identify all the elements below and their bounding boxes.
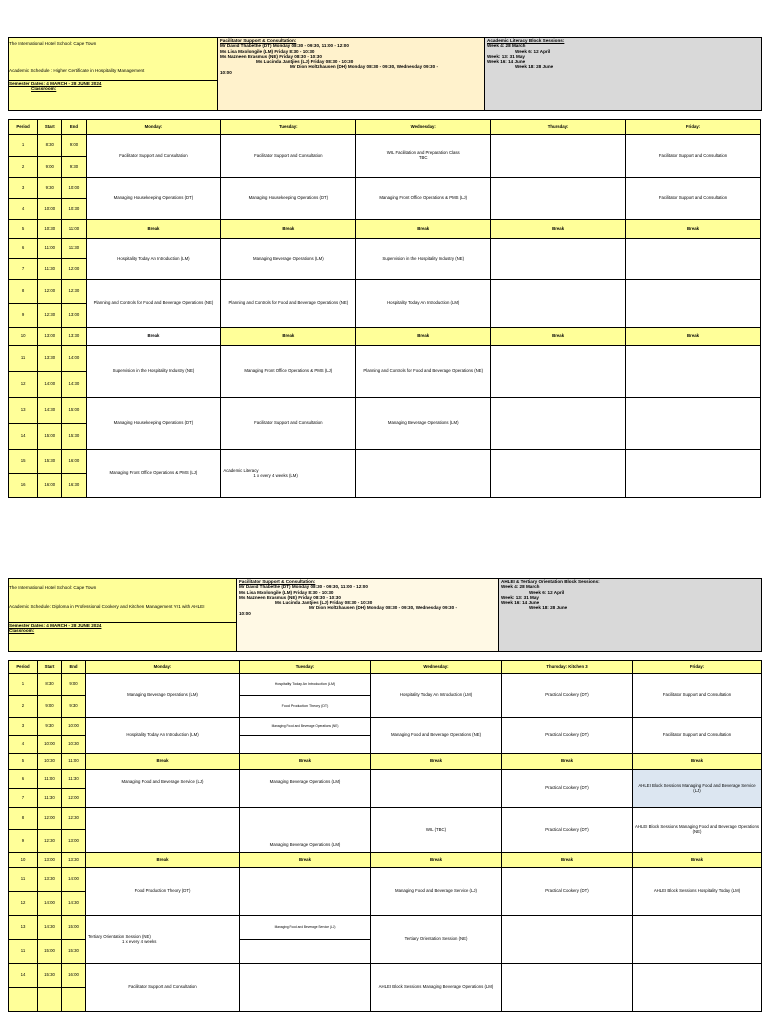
empty-cell (633, 916, 762, 964)
day-header-thursday: Thursday: Kitchen 3 (502, 661, 633, 674)
class-cell (221, 450, 356, 498)
empty-cell (491, 346, 626, 398)
empty-cell (240, 940, 371, 964)
day-header-thursday: Thursday: (491, 120, 626, 135)
day-header-tuesday: Tuesday: (240, 661, 371, 674)
break-cell: Break (626, 220, 761, 239)
facilitator-line: Ms Lisa Mxolongile (LM) Friday 8:30 - 10:30 (220, 48, 315, 54)
end-time: 10:00 (62, 178, 86, 199)
class-cell: Managing Housekeeping Operations (DT) (86, 178, 221, 220)
break-cell: Break (371, 853, 502, 868)
period-number: 2 (9, 157, 38, 178)
empty-cell (491, 178, 626, 220)
class-cell: Managing Front Office Operations & PMS (LJ) (86, 450, 221, 498)
class-cell: Practical Cookery (DT) (502, 808, 633, 853)
class-title: Academic Literacy (223, 467, 259, 473)
period-number: 9 (9, 304, 38, 328)
programme-title: Academic Schedule : Higher Certificate in Hospitality Management (9, 68, 145, 74)
break-cell: Break (221, 220, 356, 239)
class-cell: Practical Cookery (DT) (502, 718, 633, 754)
break-row (9, 853, 762, 868)
end-time: 16:00 (62, 964, 86, 988)
schedule-2-grid (8, 660, 762, 1012)
block-session-line: Week 6: 12 April (515, 48, 551, 54)
period-number: 13 (9, 916, 38, 940)
block-session-line: Week 4: 28 March (487, 43, 526, 49)
empty-cell (502, 916, 633, 964)
empty-cell (626, 398, 761, 450)
end-time: 13:00 (62, 830, 86, 853)
end-time: 9:00 (62, 674, 86, 696)
class-cell: Planning and Controls for Food and Beverage Operations (NE) (86, 280, 221, 328)
end-time: 11:00 (62, 220, 86, 239)
end-time: 14:30 (62, 892, 86, 916)
table-row (9, 450, 761, 474)
period-number: 15 (9, 450, 38, 474)
facilitator-heading: Facilitator Support & Consultation: (220, 38, 297, 43)
class-cell: Facilitator Support and Consultation (221, 398, 356, 450)
empty-time-cell (62, 988, 86, 1012)
break-cell: Break (633, 853, 762, 868)
facilitator-line: Mr Dion Holtzhausen (DH) Monday 08:30 - 09:30, Wednesday 09:30 - (290, 64, 438, 70)
empty-cell (502, 964, 633, 1012)
class-cell: Managing Food and Beverage Operations (NE) (371, 718, 502, 754)
empty-cell (491, 239, 626, 280)
end-time: 10:00 (62, 718, 86, 736)
period-number: 11 (9, 868, 38, 892)
block-sessions-heading: Academic Literacy Block Sessions: (487, 38, 565, 43)
period-number: 2 (9, 696, 38, 718)
start-time: 11:30 (38, 259, 62, 280)
start-time: 10:30 (38, 220, 62, 239)
end-time: 11:00 (62, 754, 86, 770)
break-cell: Break (491, 328, 626, 346)
day-header-tuesday: Tuesday: (221, 120, 356, 135)
end-time: 13:30 (62, 328, 86, 346)
start-time: 11:00 (38, 239, 62, 259)
class-cell: Hospitality Today An Introduction (LM) (86, 239, 221, 280)
facilitator-line: Ms Lucinda Jantjies (LJ) Friday 08:30 - 10:30 (256, 59, 354, 65)
block-session-line: Week 16: 14 June (487, 59, 526, 65)
class-cell: Hospitality Today An Introduction (LM) (356, 280, 491, 328)
empty-cell (626, 239, 761, 280)
end-time: 13:30 (62, 853, 86, 868)
block-session-line: Week 6: 12 April (529, 589, 565, 595)
period-number: 14 (9, 424, 38, 450)
class-cell: AHLEI Block Sessions Hospitality Today (LM) (633, 868, 762, 916)
period-number: 8 (9, 280, 38, 304)
table-row (9, 674, 762, 696)
start-header: Start (38, 661, 62, 674)
school-name: The International Hotel School: Cape Town (9, 41, 97, 46)
period-header: Period (9, 120, 38, 135)
table-row (9, 135, 761, 157)
class-note: TBC (418, 155, 428, 160)
class-cell: Managing Front Office Operations & PMS (LJ) (221, 346, 356, 398)
break-cell: Break (371, 754, 502, 770)
end-time: 13:00 (62, 304, 86, 328)
end-time: 16:00 (62, 450, 86, 474)
class-cell: Managing Food and Beverage Service (LJ) (371, 868, 502, 916)
period-number: 8 (9, 808, 38, 830)
class-cell: Food Production Theory (DT) (86, 868, 240, 916)
schedule-2-header (8, 578, 762, 652)
facilitator-line: Ms Lucinda Jantjies (LJ) Friday 08:30 - 10:30 (275, 600, 373, 606)
end-time: 14:00 (62, 868, 86, 892)
end-time: 15:00 (62, 398, 86, 424)
class-cell: Managing Front Office Operations & PMS (LJ) (356, 178, 491, 220)
start-time: 14:00 (38, 372, 62, 398)
start-time: 9:30 (38, 718, 62, 736)
class-cell: Facilitator Support and Consultation (626, 178, 761, 220)
period-header: Period (9, 661, 38, 674)
empty-cell (491, 135, 626, 178)
day-header-monday: Monday: (86, 120, 221, 135)
table-row (9, 718, 762, 736)
facilitator-line: Ms Nazneen Erasmus (NE) Friday 08:30 - 10:30 (220, 53, 322, 59)
facilitator-heading: Facilitator Support & Consultation: (239, 579, 316, 584)
class-cell: Tertiary Orientation Session (NE) (371, 916, 502, 964)
period-number: 6 (9, 770, 38, 789)
facilitator-line: Mr David Thabethe (DT) Monday 08:30 - 09:30, 11:00 - 12:00 (220, 43, 349, 49)
schedule-1-info (9, 38, 218, 111)
start-time: 10:00 (38, 736, 62, 754)
empty-cell (240, 964, 371, 1012)
start-time: 12:00 (38, 808, 62, 830)
empty-cell (356, 450, 491, 498)
block-sessions-info (485, 38, 762, 111)
empty-time-cell (38, 988, 62, 1012)
class-cell: Managing Food and Beverage Service (LJ) (86, 770, 240, 808)
facilitator-line: Ms Lisa Mxolongile (LM) Friday 8:30 - 10:30 (239, 589, 334, 595)
start-time: 13:00 (38, 853, 62, 868)
class-cell: Hospitality Today An Introduction (LM) (371, 674, 502, 718)
block-sessions-info (499, 579, 762, 652)
period-number: 11 (9, 346, 38, 372)
start-time: 14:30 (38, 398, 62, 424)
class-cell: Facilitator Support and Consultation (86, 135, 221, 178)
class-cell: Managing Beverage Operations (LM) (356, 398, 491, 450)
schedule-2 (8, 578, 761, 1012)
end-time: 14:00 (62, 346, 86, 372)
facilitator-line: Mr David Thabethe (DT) Monday 08:30 - 09:30, 11:00 - 12:00 (239, 584, 368, 590)
break-cell: Break (221, 328, 356, 346)
break-cell: Break (356, 220, 491, 239)
start-time: 16:00 (38, 474, 62, 498)
start-time: 10:30 (38, 754, 62, 770)
period-number: 9 (9, 830, 38, 853)
class-cell: Managing Food and Beverage Operations (NE) (240, 718, 371, 736)
class-title: Tertiary Orientation Session (NE) (88, 933, 151, 939)
day-header-monday: Monday: (86, 661, 240, 674)
class-cell: AHLEI Block Sessions Managing Beverage Operations (LM) (371, 964, 502, 1012)
start-time: 8:30 (38, 674, 62, 696)
end-time: 12:30 (62, 808, 86, 830)
table-row (9, 398, 761, 424)
class-cell: Managing Beverage Operations (LM) (240, 770, 371, 808)
block-session-line: Week 16: 14 June (501, 600, 540, 606)
period-number: 14 (9, 964, 38, 988)
day-header-friday: Friday: (633, 661, 762, 674)
period-number: 7 (9, 259, 38, 280)
table-row (9, 770, 762, 789)
end-time: 11:30 (62, 770, 86, 789)
class-cell: Managing Beverage Operations (LM) (221, 239, 356, 280)
end-time: 15:00 (62, 916, 86, 940)
start-time: 15:00 (38, 424, 62, 450)
facilitator-info (237, 579, 499, 652)
end-time: 12:00 (62, 789, 86, 808)
block-session-line: Week 18: 28 June (515, 64, 554, 70)
class-cell: Practical Cookery (DT) (502, 868, 633, 916)
start-time: 13:00 (38, 328, 62, 346)
period-number: 13 (9, 398, 38, 424)
class-cell: Managing Food and Beverage Service (LJ) (240, 916, 371, 940)
break-cell: Break (86, 328, 221, 346)
block-session-line: Week: 13: 31 May (487, 53, 525, 59)
start-time: 9:00 (38, 696, 62, 718)
class-cell: Hospitality Today An Introduction (LM) (86, 718, 240, 754)
start-time: 15:30 (38, 964, 62, 988)
empty-cell (491, 398, 626, 450)
break-cell: Break (86, 220, 221, 239)
period-number: 5 (9, 754, 38, 770)
start-time: 9:00 (38, 157, 62, 178)
period-number: 12 (9, 892, 38, 916)
class-cell: Planning and Controls for Food and Beverage Operations (NE) (221, 280, 356, 328)
period-number: 11 (9, 940, 38, 964)
period-number: 1 (9, 674, 38, 696)
day-header-wednesday: Wednesday: (356, 120, 491, 135)
break-row (9, 220, 761, 239)
class-cell: Practical Cookery (DT) (502, 674, 633, 718)
break-cell: Break (502, 754, 633, 770)
start-time: 13:30 (38, 346, 62, 372)
start-time: 14:30 (38, 916, 62, 940)
class-cell: AHLEI Block Sessions Managing Food and Beverage Service (LJ) (633, 770, 762, 808)
end-time: 15:30 (62, 940, 86, 964)
empty-time-cell (9, 988, 38, 1012)
day-header-friday: Friday: (626, 120, 761, 135)
start-time: 13:30 (38, 868, 62, 892)
start-time: 12:00 (38, 280, 62, 304)
start-time: 11:00 (38, 770, 62, 789)
period-number: 16 (9, 474, 38, 498)
period-number: 5 (9, 220, 38, 239)
start-header: Start (38, 120, 62, 135)
table-row (9, 346, 761, 372)
empty-cell (86, 808, 240, 853)
class-title: WIL Facilitation and Preparation Class (386, 150, 460, 156)
schedule-1 (8, 37, 761, 498)
end-time: 16:30 (62, 474, 86, 498)
start-time: 15:00 (38, 940, 62, 964)
class-cell: Facilitator Support and Consultation (633, 718, 762, 754)
break-cell: Break (502, 853, 633, 868)
start-time: 15:30 (38, 450, 62, 474)
class-cell: Managing Beverage Operations (LM) (240, 808, 371, 853)
end-header: End (62, 120, 86, 135)
table-row (9, 280, 761, 304)
empty-cell (626, 280, 761, 328)
end-time: 12:30 (62, 280, 86, 304)
empty-cell (626, 450, 761, 498)
class-cell: Food Production Theory (DT) (240, 696, 371, 718)
facilitator-line: 10:00 (220, 69, 232, 75)
empty-cell (626, 346, 761, 398)
classroom-label: Classroom: (31, 85, 57, 91)
empty-cell (371, 770, 502, 808)
programme-title: Academic Schedule: Diploma in Professional Cookery and Kitchen Management Yr1 with AHLEI (9, 604, 205, 610)
block-session-line: Week: 13: 31 May (501, 594, 539, 600)
class-cell: Hospitality Today An Introduction (LM) (240, 674, 371, 696)
facilitator-info (218, 38, 485, 111)
grid-header-row (9, 120, 761, 135)
break-cell: Break (240, 754, 371, 770)
period-number: 10 (9, 853, 38, 868)
period-number: 12 (9, 372, 38, 398)
class-cell: Managing Housekeeping Operations (DT) (221, 178, 356, 220)
class-cell: Managing Housekeeping Operations (DT) (86, 398, 221, 450)
class-cell: Supervision in the Hospitality Industry (NE) (356, 239, 491, 280)
break-row (9, 754, 762, 770)
table-row (9, 916, 762, 940)
class-cell: Facilitator Support and Consultation (633, 674, 762, 718)
grid-header-row (9, 661, 762, 674)
class-cell: Facilitator Support and Consultation (221, 135, 356, 178)
end-time: 14:30 (62, 372, 86, 398)
start-time: 8:30 (38, 135, 62, 157)
empty-cell (491, 280, 626, 328)
break-cell: Break (86, 853, 240, 868)
class-cell (356, 135, 491, 178)
class-cell: Managing Beverage Operations (LM) (86, 674, 240, 718)
class-cell: WIL (TBC) (371, 808, 502, 853)
period-number: 6 (9, 239, 38, 259)
break-row (9, 328, 761, 346)
start-time: 12:30 (38, 304, 62, 328)
end-time: 9:30 (62, 157, 86, 178)
block-sessions-heading: AHLEI & Tertiary Orientation Block Sessions: (501, 579, 600, 584)
empty-cell (633, 964, 762, 1012)
table-row (9, 868, 762, 892)
class-cell: AHLEI Block Sessions Managing Food and Beverage Operations (NE) (633, 808, 762, 853)
start-time: 14:00 (38, 892, 62, 916)
period-number: 10 (9, 328, 38, 346)
schedule-2-info (9, 579, 237, 652)
empty-cell (491, 450, 626, 498)
school-name: The International Hotel School: Cape Town (9, 585, 97, 590)
facilitator-line: Mr Dion Holtzhausen (DH) Monday 08:30 - 09:30, Wednesday 09:30 - (309, 605, 457, 611)
break-cell: Break (491, 220, 626, 239)
semester-dates: Semester Dates: 4 MARCH - 28 JUNE 2024 (9, 622, 102, 628)
block-session-line: Week 18: 28 June (529, 605, 568, 611)
end-time: 10:30 (62, 199, 86, 220)
start-time: 11:30 (38, 789, 62, 808)
end-time: 11:30 (62, 239, 86, 259)
table-row (9, 964, 762, 988)
classroom-label: Classroom: (9, 627, 35, 633)
end-time: 10:30 (62, 736, 86, 754)
class-cell: Practical Cookery (DT) (502, 770, 633, 808)
end-time: 15:30 (62, 424, 86, 450)
class-cell: Supervision in the Hospitality Industry (NE) (86, 346, 221, 398)
end-time: 9:00 (62, 135, 86, 157)
facilitator-line: Ms Nazneen Erasmus (NE) Friday 08:30 - 10:30 (239, 594, 341, 600)
end-header: End (62, 661, 86, 674)
facilitator-line: 10:00 (239, 610, 251, 616)
end-time: 12:00 (62, 259, 86, 280)
block-session-line: Week 4: 28 March (501, 584, 540, 590)
break-cell: Break (240, 853, 371, 868)
break-cell: Break (356, 328, 491, 346)
class-cell: Facilitator Support and Consultation (626, 135, 761, 178)
period-number: 3 (9, 178, 38, 199)
period-number: 4 (9, 736, 38, 754)
period-number: 1 (9, 135, 38, 157)
schedule-1-grid (8, 119, 761, 498)
class-note: 1 x every 4 weeks (122, 938, 157, 944)
class-note: 1 x every 4 weeks (LM) (253, 472, 298, 478)
semester-dates: Semester Dates: 4 MARCH - 28 JUNE 2024 (9, 80, 102, 86)
class-cell: Planning and Controls for Food and Beverage Operations (NE) (356, 346, 491, 398)
class-cell: Facilitator Support and Consultation (86, 964, 240, 1012)
schedule-1-header (8, 37, 762, 111)
break-cell: Break (633, 754, 762, 770)
class-cell (86, 916, 240, 964)
period-number: 4 (9, 199, 38, 220)
day-header-wednesday: Wednesday: (371, 661, 502, 674)
start-time: 12:30 (38, 830, 62, 853)
start-time: 10:00 (38, 199, 62, 220)
empty-cell (240, 868, 371, 916)
break-cell: Break (626, 328, 761, 346)
end-time: 9:30 (62, 696, 86, 718)
period-number: 3 (9, 718, 38, 736)
table-row (9, 808, 762, 830)
break-cell: Break (86, 754, 240, 770)
table-row (9, 178, 761, 199)
table-row (9, 239, 761, 259)
period-number: 7 (9, 789, 38, 808)
start-time: 9:30 (38, 178, 62, 199)
empty-cell (240, 736, 371, 754)
